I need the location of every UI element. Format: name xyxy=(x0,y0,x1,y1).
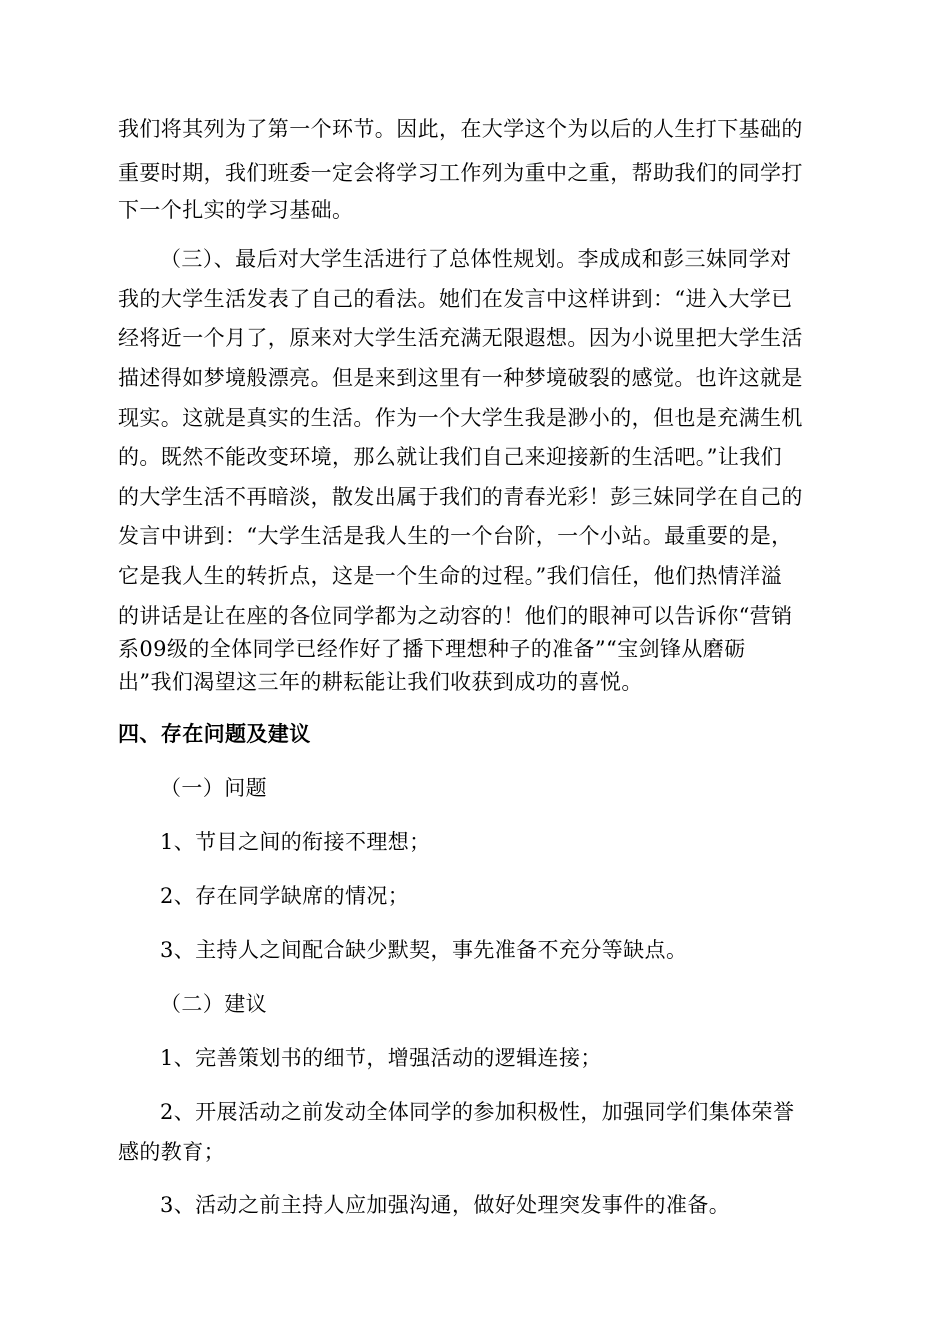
paragraph-line: 我们将其列为了第一个环节。因此，在大学这个为以后的人生打下基础的 xyxy=(118,117,803,141)
paragraph-line: 下一个扎实的学习基础。 xyxy=(118,198,354,222)
list-item: 3、活动之前主持人应加强沟通，做好处理突发事件的准备。 xyxy=(160,1193,731,1217)
paragraph-line: 系09级的全体同学已经作好了播下理想种子的准备”“宝剑锋从磨砺 xyxy=(118,637,746,661)
paragraph-line: 的讲话是让在座的各位同学都为之动容的！他们的眼神可以告诉你“营销 xyxy=(118,604,793,628)
paragraph-line: 描述得如梦境般漂亮。但是来到这里有一种梦境破裂的感觉。也许这就是 xyxy=(118,366,803,390)
list-item: 1、节目之间的衔接不理想； xyxy=(160,830,431,854)
paragraph-line: 它是我人生的转折点，这是一个生命的过程。”我们信任，他们热情洋溢 xyxy=(118,564,783,588)
list-item: 3、主持人之间配合缺少默契，事先准备不充分等缺点。 xyxy=(160,938,688,962)
paragraph-line: 经将近一个月了，原来对大学生活充满无限遐想。因为小说里把大学生活 xyxy=(118,326,803,350)
list-item-continuation: 感的教育； xyxy=(118,1140,225,1164)
list-item: 2、开展活动之前发动全体同学的参加积极性，加强同学们集体荣誉 xyxy=(160,1100,795,1124)
paragraph-line: 的。既然不能改变环境，那么就让我们自己来迎接新的生活吧。”让我们 xyxy=(118,445,783,469)
paragraph-line: 我的大学生活发表了自己的看法。她们在发言中这样讲到：“进入大学已 xyxy=(118,287,793,311)
paragraph-line: 的大学生活不再暗淡，散发出属于我们的青春光彩！彭三妹同学在自己的 xyxy=(118,485,803,509)
paragraph-line: 发言中讲到：“大学生活是我人生的一个台阶，一个小站。最重要的是， xyxy=(118,524,793,548)
section-heading: 四、存在问题及建议 xyxy=(118,722,311,746)
subsection-title: （二）建议 xyxy=(160,992,267,1016)
subsection-title: （一）问题 xyxy=(160,776,267,800)
list-item: 2、存在同学缺席的情况； xyxy=(160,884,410,908)
paragraph-line: 现实。这就是真实的生活。作为一个大学生我是渺小的，但也是充满生机 xyxy=(118,406,803,430)
paragraph-line: 出”我们渴望这三年的耕耘能让我们收获到成功的喜悦。 xyxy=(118,670,643,694)
paragraph-line: 重要时期，我们班委一定会将学习工作列为重中之重，帮助我们的同学打 xyxy=(118,161,803,185)
list-item: 1、完善策划书的细节，增强活动的逻辑连接； xyxy=(160,1046,602,1070)
paragraph-line: （三）、最后对大学生活进行了总体性规划。李成成和彭三妹同学对 xyxy=(160,247,792,271)
